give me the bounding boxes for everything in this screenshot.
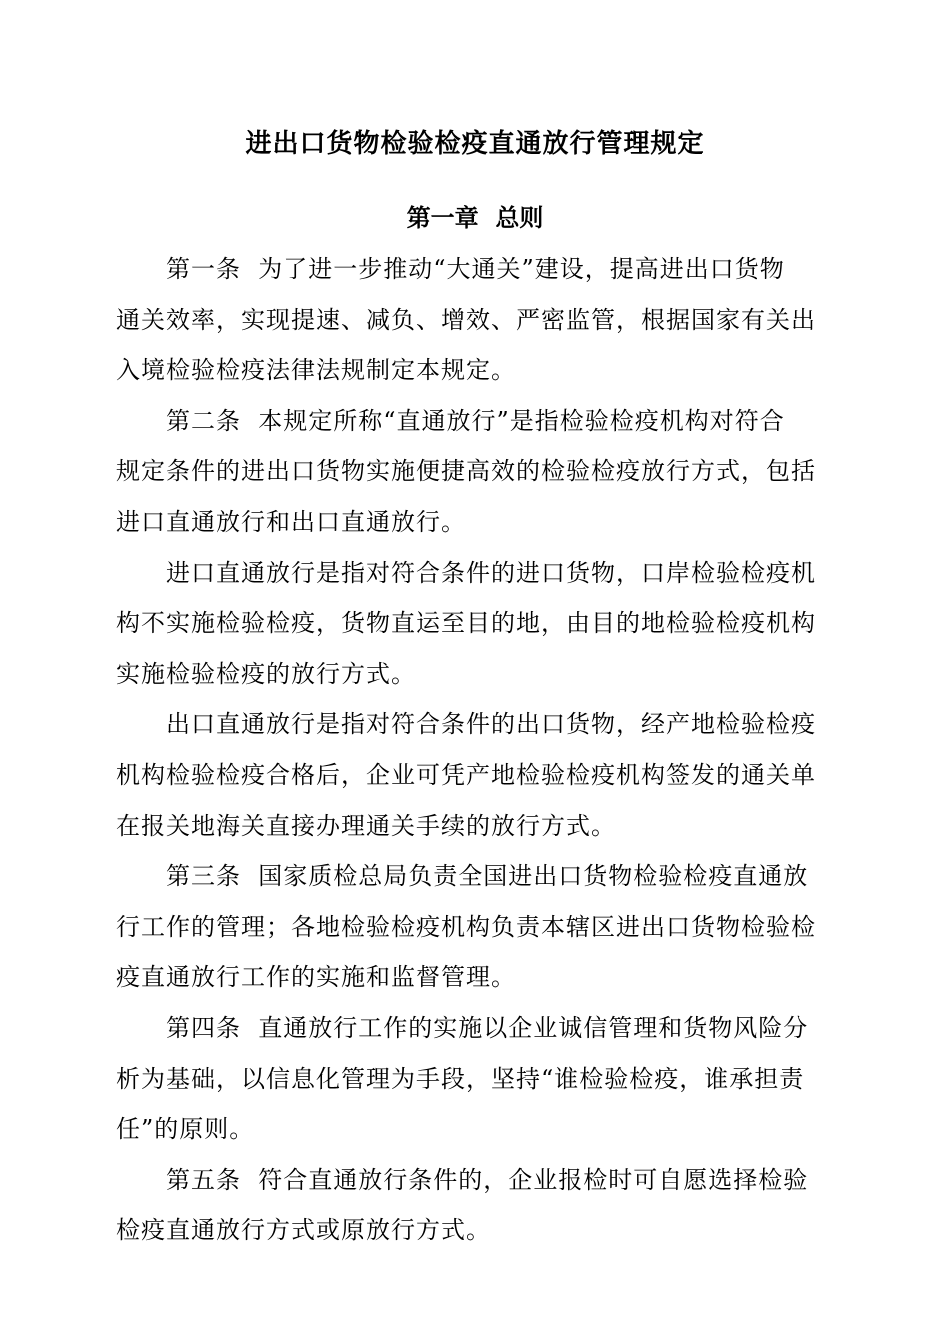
paragraph-line: 在报关地海关直接办理通关手续的放行方式。 — [116, 811, 616, 840]
article-paragraph — [116, 1155, 836, 1256]
article-paragraph — [116, 548, 836, 700]
paragraph-line: 第四条 直通放行工作的实施以企业诚信管理和货物风险分 — [166, 1013, 809, 1042]
paragraph-line: 出口直通放行是指对符合条件的出口货物，经产地检验检疫 — [166, 710, 816, 739]
paragraph-line: 实施检验检疫的放行方式。 — [116, 659, 416, 688]
paragraph-line: 构不实施检验检疫，货物直运至目的地，由目的地检验检疫机构 — [116, 609, 816, 638]
paragraph-line: 第五条 符合直通放行条件的，企业报检时可自愿选择检验 — [166, 1165, 809, 1194]
paragraph-line: 第一条 为了进一步推动“大通关”建设，提高进出口货物 — [166, 255, 785, 283]
paragraph-line: 进口直通放行是指对符合条件的进口货物，口岸检验检疫机 — [166, 558, 816, 587]
paragraph-line: 进口直通放行和出口直通放行。 — [116, 507, 466, 536]
paragraph-line: 检疫直通放行方式或原放行方式。 — [116, 1216, 491, 1245]
chapter-heading: 第一章 总则 — [406, 203, 544, 232]
paragraph-line: 行工作的管理；各地检验检疫机构负责本辖区进出口货物检验检 — [116, 912, 816, 941]
article-paragraph — [116, 699, 836, 851]
paragraph-line: 入境检验检疫法律法规制定本规定。 — [116, 356, 516, 385]
paragraph-line: 第三条 国家质检总局负责全国进出口货物检验检疫直通放 — [166, 862, 809, 891]
document-title: 进出口货物检验检疫直通放行管理规定 — [245, 129, 705, 159]
paragraph-line: 第二条 本规定所称“直通放行”是指检验检疫机构对符合 — [166, 406, 785, 435]
article-paragraph — [116, 1003, 836, 1155]
paragraph-line: 疫直通放行工作的实施和监督管理。 — [116, 963, 516, 992]
paragraph-line: 析为基础，以信息化管理为手段，坚持“谁检验检疫，谁承担责 — [116, 1064, 805, 1093]
document-body — [116, 244, 836, 1256]
paragraph-line: 任”的原则。 — [116, 1115, 255, 1144]
paragraph-line: 通关效率，实现提速、减负、增效、严密监管，根据国家有关出 — [116, 305, 816, 334]
paragraph-line: 机构检验检疫合格后，企业可凭产地检验检疫机构签发的通关单 — [116, 760, 816, 789]
article-paragraph — [116, 851, 836, 1003]
paragraph-line: 规定条件的进出口货物实施便捷高效的检验检疫放行方式，包括 — [116, 457, 816, 486]
article-paragraph — [116, 244, 836, 396]
article-paragraph — [116, 396, 836, 548]
